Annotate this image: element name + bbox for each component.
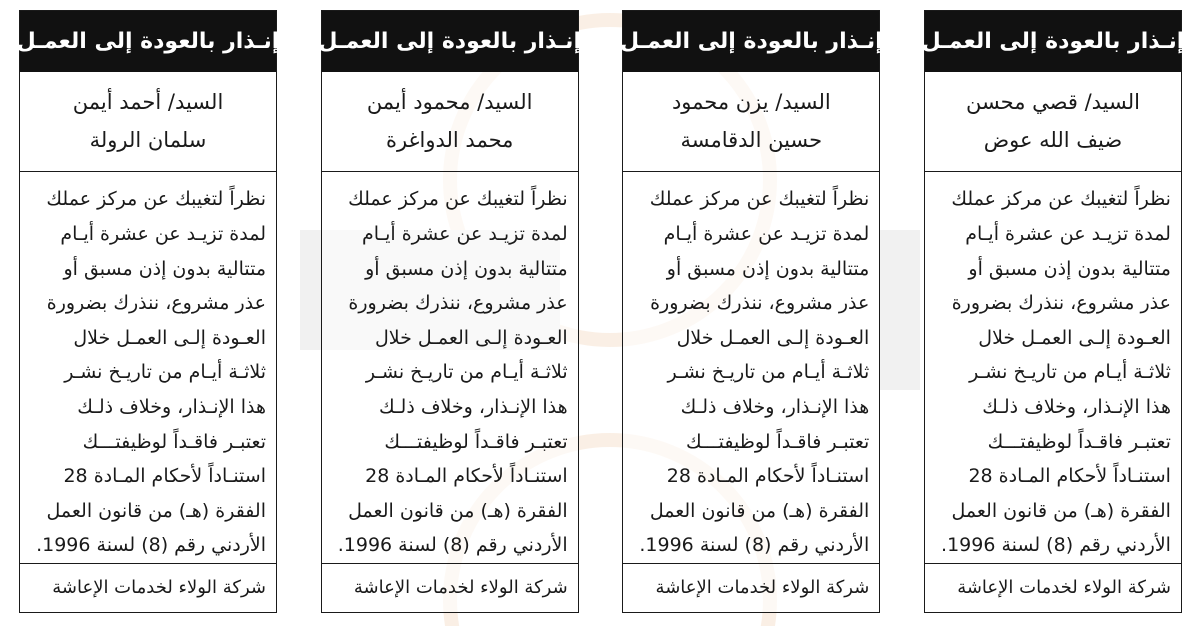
body-line: الأردني رقم (8) لسنة 1996. [639, 534, 870, 557]
body-line: استنـاداً لأحكام المـادة 28 [968, 465, 1171, 488]
notice-footer: شركة الولاء لخدمات الإعاشة [20, 563, 276, 612]
body-line: تعتبـر فاقـداً لوظيفتـــك [82, 430, 266, 453]
notice-card [318, 10, 581, 613]
body-line: الأردني رقم (8) لسنة 1996. [337, 534, 568, 557]
body-line: لمدة تزيـد عن عشرة أيـام [361, 223, 568, 246]
body-line: متتالية بدون إذن مسبق أو [365, 257, 568, 280]
notice-title: إنـذار بالعودة إلى العمـل [20, 11, 276, 72]
body-line: تعتبـر فاقـداً لوظيفتـــك [685, 430, 870, 453]
notice-card [619, 10, 883, 613]
body-line: عذر مشروع، ننذرك بضرورة [46, 292, 266, 315]
body-line: لمدة تزيـد عن عشرة أيـام [663, 223, 870, 246]
body-line: استنـاداً لأحكام المـادة 28 [666, 465, 870, 488]
body-line: نظراً لتغيبك عن مركز عملك [46, 188, 266, 211]
notice-title: إنـذار بالعودة إلى العمـل [322, 11, 578, 72]
body-line: الفقرة (هـ) من قانون العمل [46, 499, 266, 522]
notices-row [16, 10, 1185, 615]
recipient-line-1: السيد/ أحمد أيمن [72, 90, 224, 115]
notice-footer: شركة الولاء لخدمات الإعاشة [925, 563, 1181, 612]
notice-title: إنـذار بالعودة إلى العمـل [623, 11, 879, 72]
body-line: العـودة إلـى العمـل خلال [978, 326, 1171, 349]
body-line: نظراً لتغيبك عن مركز عملك [649, 188, 870, 211]
body-line: نظراً لتغيبك عن مركز عملك [951, 188, 1171, 211]
body-line: الأردني رقم (8) لسنة 1996. [36, 534, 266, 557]
body-line: ثلاثـة أيـام من تاريـخ نشـر [667, 361, 870, 384]
recipient-line-2: سلمان الرولة [89, 128, 207, 153]
body-line: تعتبـر فاقـداً لوظيفتـــك [987, 430, 1171, 453]
body-line: متتالية بدون إذن مسبق أو [968, 257, 1171, 280]
body-line: الفقرة (هـ) من قانون العمل [951, 499, 1171, 522]
notice-card [16, 10, 280, 613]
body-line: لمدة تزيـد عن عشرة أيـام [60, 223, 266, 246]
recipient-line-1: السيد/ يزن محمود [671, 90, 831, 115]
body-line: متتالية بدون إذن مسبق أو [666, 257, 870, 280]
notice-body [20, 172, 276, 563]
notice-recipient [20, 72, 276, 173]
body-line: استنـاداً لأحكام المـادة 28 [63, 465, 266, 488]
notice-body [925, 172, 1181, 563]
body-line: استنـاداً لأحكام المـادة 28 [365, 465, 568, 488]
notice-recipient [322, 72, 578, 173]
body-line: نظراً لتغيبك عن مركز عملك [348, 188, 568, 211]
notice-footer: شركة الولاء لخدمات الإعاشة [623, 563, 879, 612]
body-line: هذا الإنـذار، وخلاف ذلـك [680, 395, 870, 418]
recipient-line-2: محمد الدواغرة [385, 128, 514, 153]
recipient-line-1: السيد/ محمود أيمن [366, 90, 533, 115]
body-line: لمدة تزيـد عن عشرة أيـام [965, 223, 1171, 246]
notice-footer: شركة الولاء لخدمات الإعاشة [322, 563, 578, 612]
body-line: ثلاثـة أيـام من تاريـخ نشـر [365, 361, 568, 384]
recipient-line-2: ضيف الله عوض [983, 128, 1123, 153]
body-line: الأردني رقم (8) لسنة 1996. [941, 534, 1171, 557]
recipient-line-2: حسين الدقامسة [680, 128, 823, 153]
body-line: الفقرة (هـ) من قانون العمل [649, 499, 870, 522]
notice-recipient [925, 72, 1181, 173]
body-line: هذا الإنـذار، وخلاف ذلـك [77, 395, 266, 418]
body-line: ثلاثـة أيـام من تاريـخ نشـر [64, 361, 266, 384]
notice-title: إنـذار بالعودة إلى العمـل [925, 11, 1181, 72]
body-line: العـودة إلـى العمـل خلال [73, 326, 266, 349]
recipient-line-1: السيد/ قصي محسن [965, 90, 1140, 115]
body-line: هذا الإنـذار، وخلاف ذلـك [982, 395, 1171, 418]
body-line: العـودة إلـى العمـل خلال [374, 326, 568, 349]
body-line: متتالية بدون إذن مسبق أو [63, 257, 266, 280]
body-line: عذر مشروع، ننذرك بضرورة [650, 292, 870, 315]
body-line: ثلاثـة أيـام من تاريـخ نشـر [969, 361, 1171, 384]
body-line: عذر مشروع، ننذرك بضرورة [348, 292, 568, 315]
body-line: العـودة إلـى العمـل خلال [676, 326, 870, 349]
notice-body [322, 172, 578, 563]
body-line: الفقرة (هـ) من قانون العمل [348, 499, 568, 522]
notice-recipient [623, 72, 879, 173]
notice-body [623, 172, 879, 563]
body-line: عذر مشروع، ننذرك بضرورة [951, 292, 1171, 315]
body-line: هذا الإنـذار، وخلاف ذلـك [378, 395, 568, 418]
body-line: تعتبـر فاقـداً لوظيفتـــك [384, 430, 568, 453]
notice-card [921, 10, 1185, 613]
